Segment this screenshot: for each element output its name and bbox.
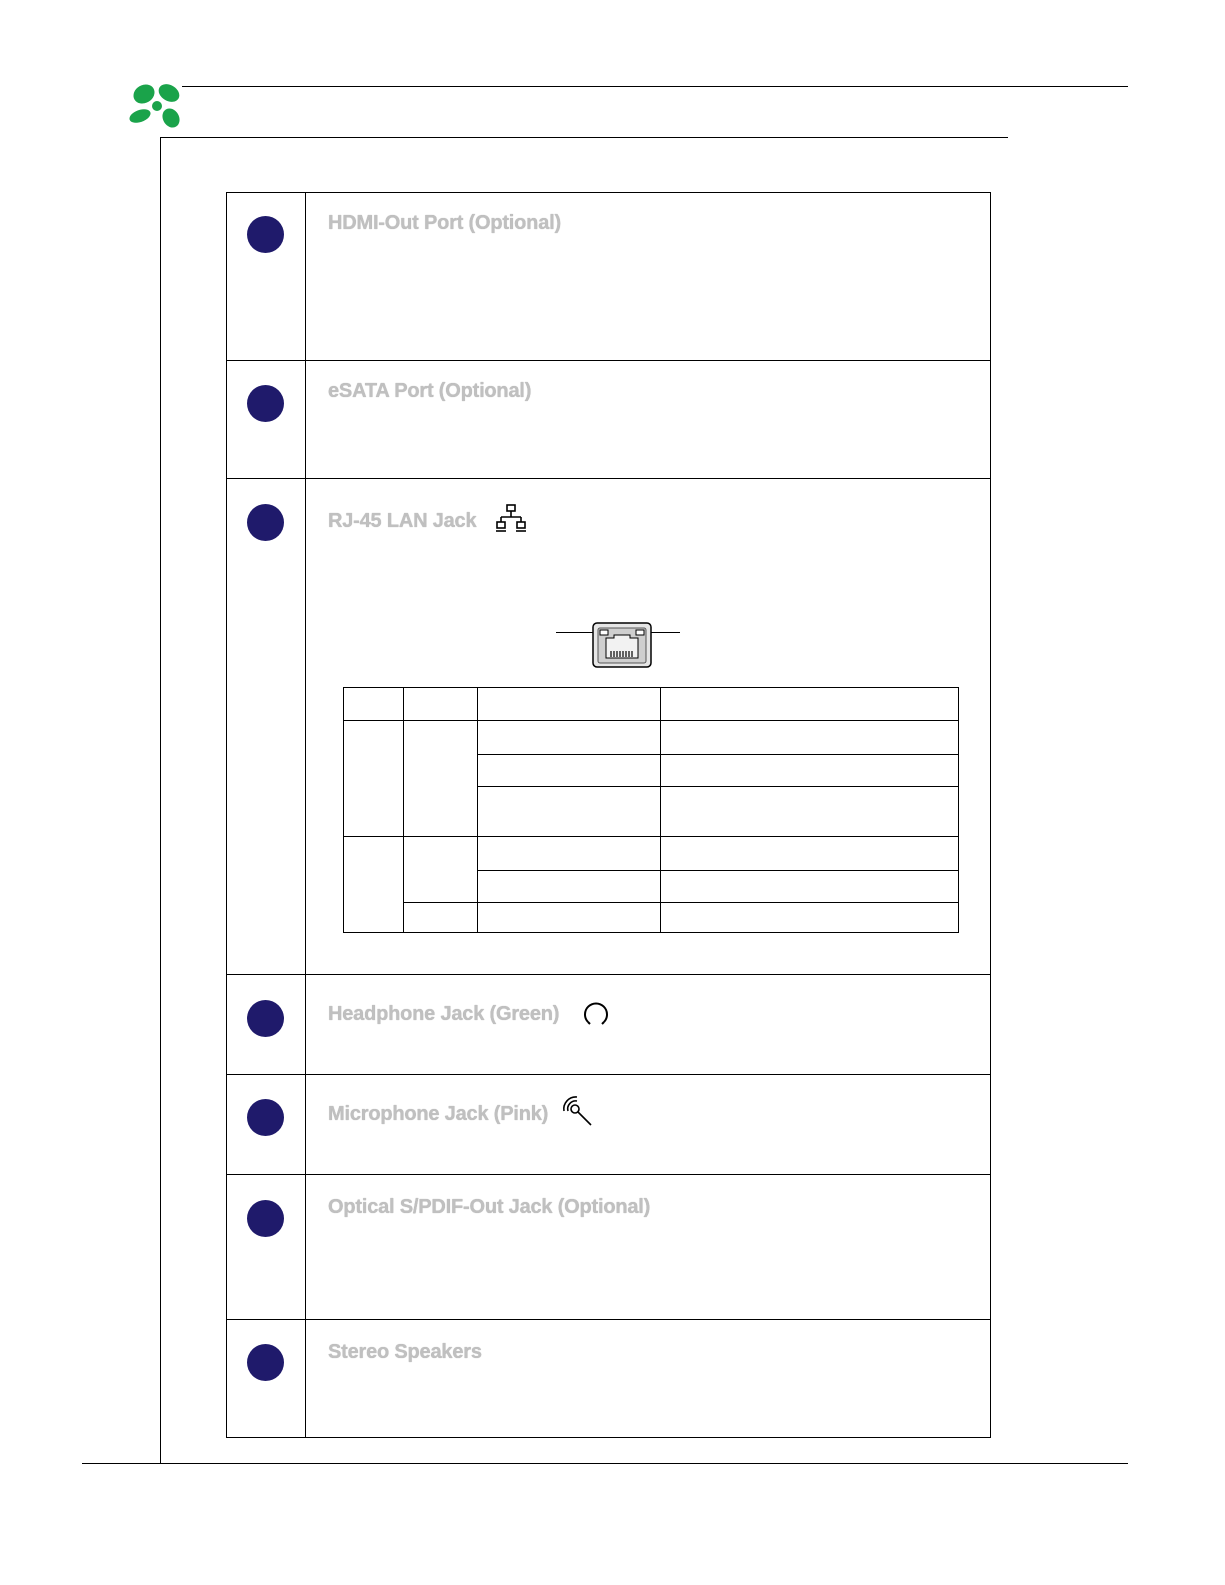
lan-table-rule (477, 870, 958, 871)
spec-row-hdmi (227, 193, 990, 361)
footer-rule (82, 1463, 1128, 1464)
section-title: Optical S/PDIF-Out Jack (Optional) (328, 1196, 651, 1218)
spec-row-headphone (227, 975, 990, 1075)
lan-table-rule (403, 902, 958, 903)
row-number-badge (247, 1099, 284, 1136)
lan-led-leader-left (556, 632, 596, 633)
page-left-rule (160, 137, 161, 1464)
lan-led-table (343, 687, 959, 933)
clover-leaf-icon (124, 80, 190, 136)
lan-table-rule (344, 720, 958, 721)
row-number-badge (247, 1000, 284, 1037)
lan-table-rule (477, 754, 958, 755)
row-number-badge (247, 1344, 284, 1381)
headphone-icon (579, 995, 613, 1029)
row-number-badge (247, 216, 284, 253)
lan-table-rule (477, 786, 958, 787)
row-number-badge (247, 504, 284, 541)
section-title: Microphone Jack (Pink) (328, 1103, 549, 1125)
row-number-cell (227, 1175, 306, 1319)
lan-led-leader-right (648, 632, 680, 633)
spec-row-esata (227, 361, 990, 479)
row-number-badge (247, 1200, 284, 1237)
row-number-cell (227, 479, 306, 974)
row-number-badge (247, 385, 284, 422)
lan-table-rule (344, 836, 958, 837)
network-icon (495, 503, 527, 535)
section-title: RJ-45 LAN Jack (328, 510, 477, 532)
lan-table-col-rule (477, 688, 478, 932)
section-title: HDMI-Out Port (Optional) (328, 212, 561, 234)
section-title: Headphone Jack (Green) (328, 1003, 560, 1025)
header-rule-bottom (160, 137, 1008, 138)
section-title: Stereo Speakers (328, 1341, 482, 1363)
spec-row-speakers (227, 1320, 990, 1437)
spec-row-microphone (227, 1075, 990, 1175)
lan-table-col-rule (403, 688, 404, 932)
microphone-icon (561, 1095, 595, 1129)
section-title: eSATA Port (Optional) (328, 380, 532, 402)
lan-table-col-rule (660, 688, 661, 932)
spec-row-spdif (227, 1175, 990, 1320)
header-rule-top (182, 86, 1128, 87)
rj45-port-illustration (592, 622, 652, 668)
